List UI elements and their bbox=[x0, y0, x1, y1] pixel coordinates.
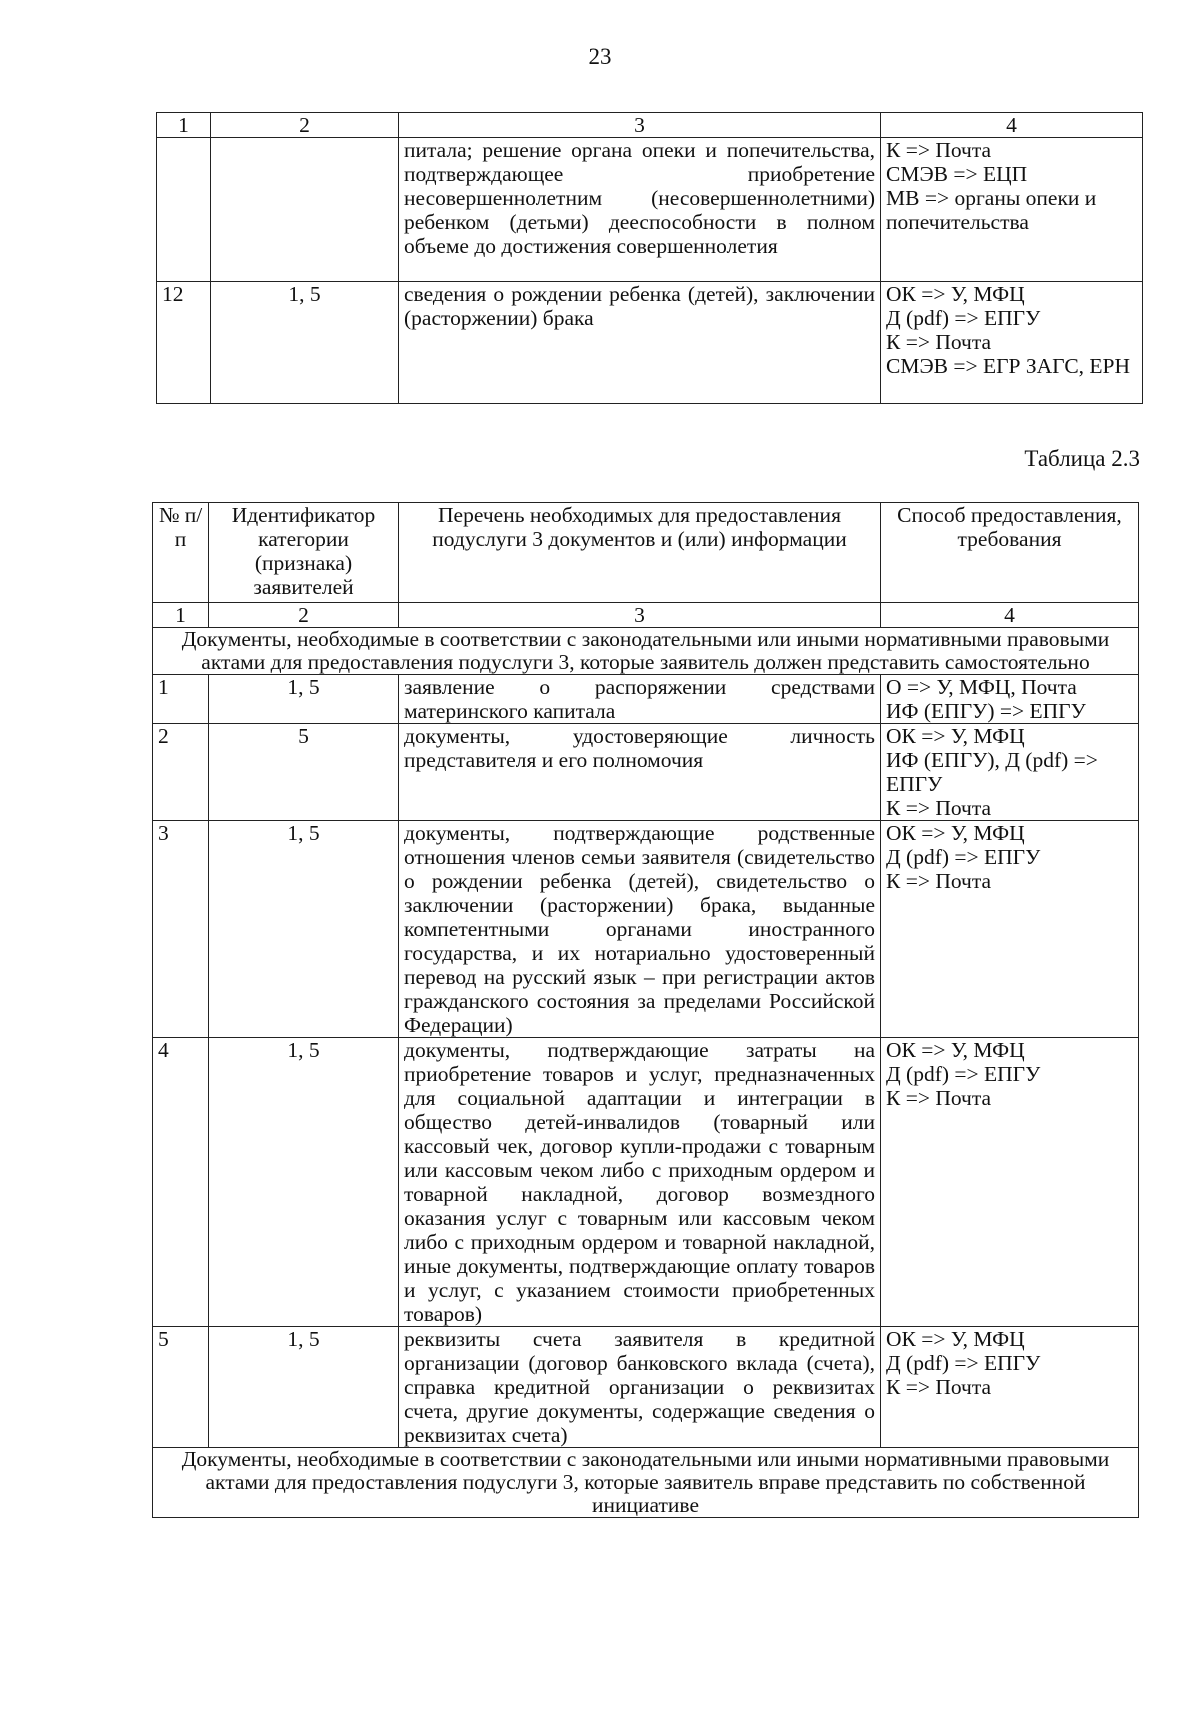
method-line: СМЭВ => ЕГР ЗАГС, ЕРН bbox=[886, 354, 1131, 378]
header-id: Идентификатор категории (признака) заявителей bbox=[209, 503, 399, 603]
applicant-id: 1, 5 bbox=[209, 821, 399, 1038]
row-number: 4 bbox=[153, 1038, 209, 1327]
document-text: питала; решение органа опеки и попечительства, подтверждающее приобретение несовершеннолетним (несовершеннолетними) ребенком (детьми) дееспособности в полном объеме до достижения совершеннолетия bbox=[399, 138, 881, 282]
table-caption: Таблица 2.3 bbox=[1024, 446, 1140, 471]
document-text: документы, удостоверяющие личность представителя и его полномочия bbox=[399, 724, 881, 821]
applicant-id: 5 bbox=[209, 724, 399, 821]
section-heading-row bbox=[153, 1448, 1139, 1518]
table-row bbox=[157, 138, 1143, 282]
method-line: К => Почта bbox=[886, 1375, 992, 1399]
method-line: СМЭВ => ЕЦП bbox=[886, 162, 1028, 186]
document-text: сведения о рождении ребенка (детей), заключении (расторжении) брака bbox=[399, 282, 881, 404]
section-heading: Документы, необходимые в соответствии с законодательными или иными нормативными правовыми актами для предоставления подуслуги 3, которые заявитель должен представить самостоятельно bbox=[153, 628, 1139, 675]
method-line: К => Почта bbox=[886, 330, 992, 354]
method-line: ИФ (ЕПГУ) => ЕПГУ bbox=[886, 699, 1086, 723]
table-row bbox=[157, 282, 1143, 404]
method-line: ОК => У, МФЦ bbox=[886, 724, 1025, 748]
method-cell bbox=[881, 1038, 1139, 1327]
method-line: МВ => органы опеки и попечительства bbox=[886, 186, 1097, 234]
method-cell bbox=[881, 1327, 1139, 1448]
method-line: К => Почта bbox=[886, 796, 992, 820]
col-number: 3 bbox=[399, 603, 881, 628]
row-number: 1 bbox=[153, 675, 209, 724]
col-number: 4 bbox=[881, 603, 1139, 628]
method-line: К => Почта bbox=[886, 1086, 992, 1110]
method-line: К => Почта bbox=[886, 138, 992, 162]
section-heading: Документы, необходимые в соответствии с законодательными или иными нормативными правовыми актами для предоставления подуслуги 3, которые заявитель вправе представить по собственной инициативе bbox=[153, 1448, 1139, 1518]
applicant-id: 1, 5 bbox=[211, 282, 399, 404]
method-line: ОК => У, МФЦ bbox=[886, 1327, 1025, 1351]
column-numbers-row bbox=[157, 113, 1143, 138]
table-row bbox=[153, 724, 1139, 821]
col-number: 1 bbox=[157, 113, 211, 138]
col-number: 1 bbox=[153, 603, 209, 628]
method-line: Д (pdf) => ЕПГУ bbox=[886, 1351, 1041, 1375]
col-number: 2 bbox=[211, 113, 399, 138]
method-line: ОК => У, МФЦ bbox=[886, 821, 1025, 845]
row-number: 12 bbox=[157, 282, 211, 404]
method-cell bbox=[881, 675, 1139, 724]
method-line: Д (pdf) => ЕПГУ bbox=[886, 306, 1041, 330]
header-num: № п/п bbox=[153, 503, 209, 603]
method-line: ОК => У, МФЦ bbox=[886, 1038, 1025, 1062]
method-line: Д (pdf) => ЕПГУ bbox=[886, 1062, 1041, 1086]
table-row bbox=[153, 675, 1139, 724]
method-cell bbox=[881, 282, 1143, 404]
col-number: 2 bbox=[209, 603, 399, 628]
table-row bbox=[153, 1327, 1139, 1448]
method-cell bbox=[881, 724, 1139, 821]
document-text: реквизиты счета заявителя в кредитной организации (договор банковского вклада (счета), справка кредитной организации о реквизитах счета, другие документы, содержащие сведения о реквизитах счета) bbox=[399, 1327, 881, 1448]
continuation-table bbox=[156, 112, 1143, 404]
method-line: ОК => У, МФЦ bbox=[886, 282, 1025, 306]
col-number: 3 bbox=[399, 113, 881, 138]
table-row bbox=[153, 1038, 1139, 1327]
column-numbers-row bbox=[153, 603, 1139, 628]
row-number: 3 bbox=[153, 821, 209, 1038]
header-method: Способ предоставления, требования bbox=[881, 503, 1139, 603]
header-row bbox=[153, 503, 1139, 603]
table-row bbox=[153, 821, 1139, 1038]
method-line: Д (pdf) => ЕПГУ bbox=[886, 845, 1041, 869]
row-number: 5 bbox=[153, 1327, 209, 1448]
documents-table bbox=[152, 502, 1139, 1518]
header-doc: Перечень необходимых для предоставления подуслуги 3 документов и (или) информации bbox=[399, 503, 881, 603]
page-number: 23 bbox=[588, 44, 612, 69]
method-cell bbox=[881, 821, 1139, 1038]
section-heading-row bbox=[153, 628, 1139, 675]
method-cell bbox=[881, 138, 1143, 282]
method-line: ИФ (ЕПГУ), Д (pdf) => ЕПГУ bbox=[886, 748, 1098, 796]
document-text: заявление о распоряжении средствами материнского капитала bbox=[399, 675, 881, 724]
document-text: документы, подтверждающие затраты на приобретение товаров и услуг, предназначенных для социальной адаптации и интеграции в общество детей-инвалидов (товарный или кассовый чек, договор купли-продажи с товарным или кассовым чеком либо с приходным ордером и товарной накладной, договор возмездного оказания услуг с товарным или кассовым чеком либо с приходным ордером и товарной накладной, иные документы, подтверждающие оплату товаров и услуг, с указанием стоимости приобретенных товаров) bbox=[399, 1038, 881, 1327]
col-number: 4 bbox=[881, 113, 1143, 138]
applicant-id: 1, 5 bbox=[209, 1327, 399, 1448]
applicant-id: 1, 5 bbox=[209, 1038, 399, 1327]
method-line: К => Почта bbox=[886, 869, 992, 893]
applicant-id: 1, 5 bbox=[209, 675, 399, 724]
document-text: документы, подтверждающие родственные отношения членов семьи заявителя (свидетельство о рождении ребенка (детей), свидетельство о заключении (расторжении) брака, выданные компетентными органами иностранного государства, и их нотариально удостоверенный перевод на русский язык – при регистрации актов гражданского состояния за пределами Российской Федерации) bbox=[399, 821, 881, 1038]
method-line: О => У, МФЦ, Почта bbox=[886, 675, 1077, 699]
row-number bbox=[157, 138, 211, 282]
applicant-id bbox=[211, 138, 399, 282]
row-number: 2 bbox=[153, 724, 209, 821]
